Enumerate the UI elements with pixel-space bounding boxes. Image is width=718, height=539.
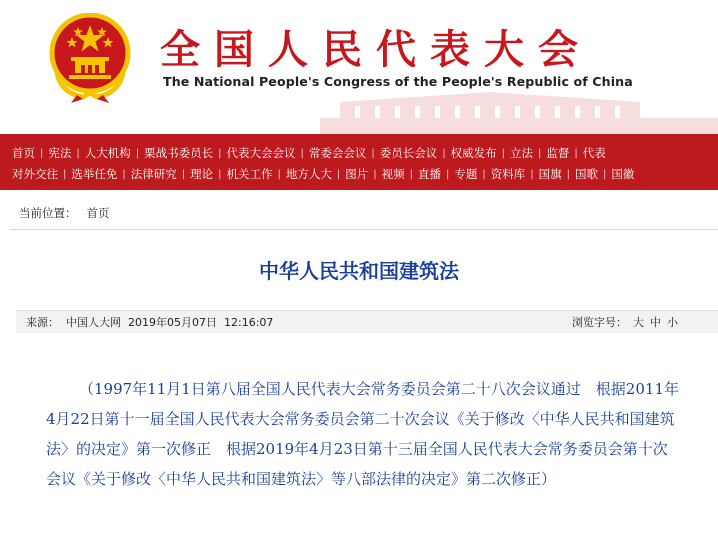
article-source-info — [26, 314, 280, 330]
nav-separator: | — [76, 147, 80, 159]
nav-separator: | — [336, 168, 341, 180]
nav-separator: | — [409, 168, 413, 180]
nav-item-local-congresses[interactable]: 地方人大 — [285, 167, 332, 181]
breadcrumb-label: 当前位置： — [19, 206, 77, 220]
nav-separator: | — [530, 168, 534, 180]
nav-separator: | — [603, 168, 607, 180]
great-hall-background — [300, 92, 718, 134]
main-navigation — [0, 134, 718, 190]
source-label: 来源： — [26, 316, 59, 329]
nav-item-standing-committee-sessions[interactable]: 常委会会议 — [308, 146, 367, 160]
nav-row-2 — [12, 164, 634, 184]
site-header — [0, 0, 718, 134]
font-size-switcher — [572, 314, 678, 330]
nav-item-foreign-exchanges[interactable]: 对外交往 — [12, 167, 58, 181]
nav-separator: | — [538, 147, 542, 159]
breadcrumb-divider — [10, 229, 718, 230]
site-title-cn: 全国人民代表大会 — [160, 26, 592, 73]
nav-item-constitution[interactable]: 宪法 — [48, 146, 72, 160]
nav-separator: | — [482, 168, 486, 180]
nav-separator: | — [566, 168, 570, 180]
nav-item-topics[interactable]: 专题 — [454, 167, 478, 181]
nav-separator: | — [501, 147, 505, 159]
nav-item-deputies[interactable]: 代表 — [582, 146, 606, 160]
nav-item-official-releases[interactable]: 权威发布 — [450, 146, 497, 160]
article-body-text: （1997年11月1日第八届全国人民代表大会常务委员会第二十八次会议通过 根据2011年4月22日第十一届全国人民代表大会常务委员会第二十次会议《关于修改〈中华人民共和国建筑法〉的决定》第一次修正 根据2019年4月23日第十三届全国人民代表大会常务委员会第十次会议《关于修改〈中华人民共和国建筑法〉等八部法律的决定》第二次修正） — [46, 380, 679, 488]
nav-separator: | — [218, 147, 222, 159]
nav-item-legal-research[interactable]: 法律研究 — [130, 167, 177, 181]
nav-item-videos[interactable]: 视频 — [381, 167, 405, 181]
nav-item-npc-organs[interactable]: 人大机构 — [84, 146, 131, 160]
nav-separator: | — [218, 168, 222, 180]
nav-separator: | — [442, 147, 446, 159]
nav-item-national-anthem[interactable]: 国歌 — [575, 167, 598, 181]
nav-item-supervision[interactable]: 监督 — [546, 146, 570, 160]
nav-item-elections-appointments[interactable]: 选举任免 — [71, 167, 118, 181]
breadcrumb-home-link[interactable]: 首页 — [86, 206, 110, 220]
nav-separator: | — [277, 168, 281, 180]
nav-item-council-of-chairmen[interactable]: 委员长会议 — [379, 146, 438, 160]
publish-date: 2019年05月07日 — [128, 316, 217, 329]
font-size-medium-button[interactable]: 中 — [650, 316, 661, 329]
nav-separator: | — [371, 147, 375, 159]
nav-separator: | — [300, 147, 304, 159]
nav-row-1 — [12, 143, 606, 163]
article-title: 中华人民共和国建筑法 — [259, 259, 459, 283]
nav-item-organ-work[interactable]: 机关工作 — [226, 167, 273, 181]
nav-item-pictures[interactable]: 图片 — [345, 167, 369, 181]
article-meta-bar — [16, 310, 718, 333]
nav-separator: | — [63, 168, 67, 180]
publish-time: 12:16:07 — [224, 316, 274, 329]
national-emblem-icon[interactable] — [47, 13, 133, 105]
nav-item-national-flag[interactable]: 国旗 — [538, 167, 562, 181]
nav-separator: | — [574, 147, 578, 159]
font-size-label: 浏览字号： — [572, 316, 627, 329]
nav-item-national-emblem[interactable]: 国徽 — [611, 167, 635, 181]
nav-separator: | — [181, 168, 186, 180]
nav-separator: | — [373, 168, 377, 180]
article-body — [46, 374, 682, 494]
nav-separator: | — [40, 147, 44, 159]
nav-separator: | — [446, 168, 450, 180]
nav-item-congress-sessions[interactable]: 代表大会会议 — [226, 146, 296, 160]
breadcrumb — [19, 205, 110, 221]
nav-item-home[interactable]: 首页 — [12, 146, 35, 160]
nav-separator: | — [122, 168, 126, 180]
font-size-large-button[interactable]: 大 — [633, 316, 644, 329]
nav-item-legislation[interactable]: 立法 — [510, 146, 533, 160]
source-name: 中国人大网 — [66, 316, 121, 329]
nav-item-theory[interactable]: 理论 — [190, 167, 214, 181]
nav-item-chairman[interactable]: 栗战书委员长 — [144, 146, 214, 160]
font-size-small-button[interactable]: 小 — [667, 316, 678, 329]
nav-item-database[interactable]: 资料库 — [490, 167, 526, 181]
site-title-en: The National People's Congress of the People's Republic of China — [163, 74, 633, 89]
nav-item-live[interactable]: 直播 — [418, 167, 441, 181]
nav-separator: | — [135, 147, 140, 159]
